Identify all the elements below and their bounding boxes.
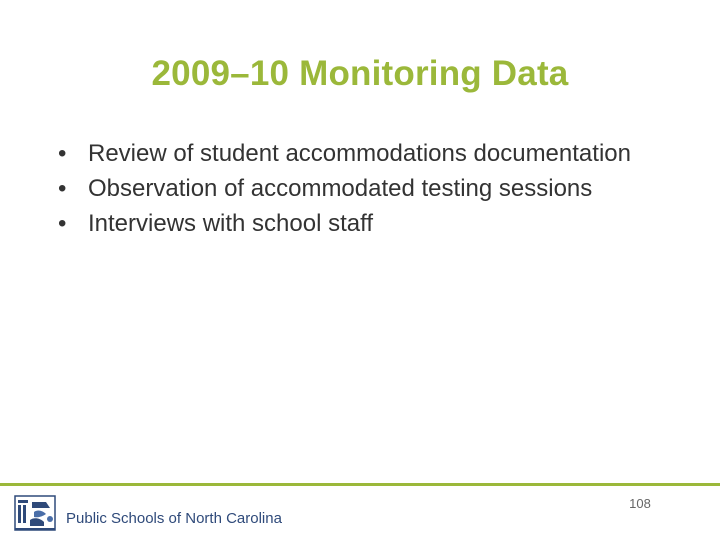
bullet-text: Review of student accommodations documentation [88, 140, 631, 167]
bullet-dot-icon: • [58, 140, 67, 167]
logo-text: Public Schools of North Carolina [66, 510, 282, 527]
bullet-text: Observation of accommodated testing sessions [88, 175, 593, 202]
footer-logo [12, 492, 312, 534]
bullet-item [56, 175, 656, 203]
bullet-text: Interviews with school staff [88, 210, 374, 237]
bullet-item [56, 210, 656, 238]
footer-divider [0, 483, 720, 486]
page-number: 108 [629, 496, 651, 511]
bullet-dot-icon: • [58, 175, 67, 202]
nc-state-seal-icon [12, 492, 62, 534]
slide-title: 2009–10 Monitoring Data [151, 54, 569, 93]
bullet-dot-icon: • [58, 210, 67, 237]
bullet-item [56, 140, 656, 168]
bullet-list [56, 140, 656, 245]
